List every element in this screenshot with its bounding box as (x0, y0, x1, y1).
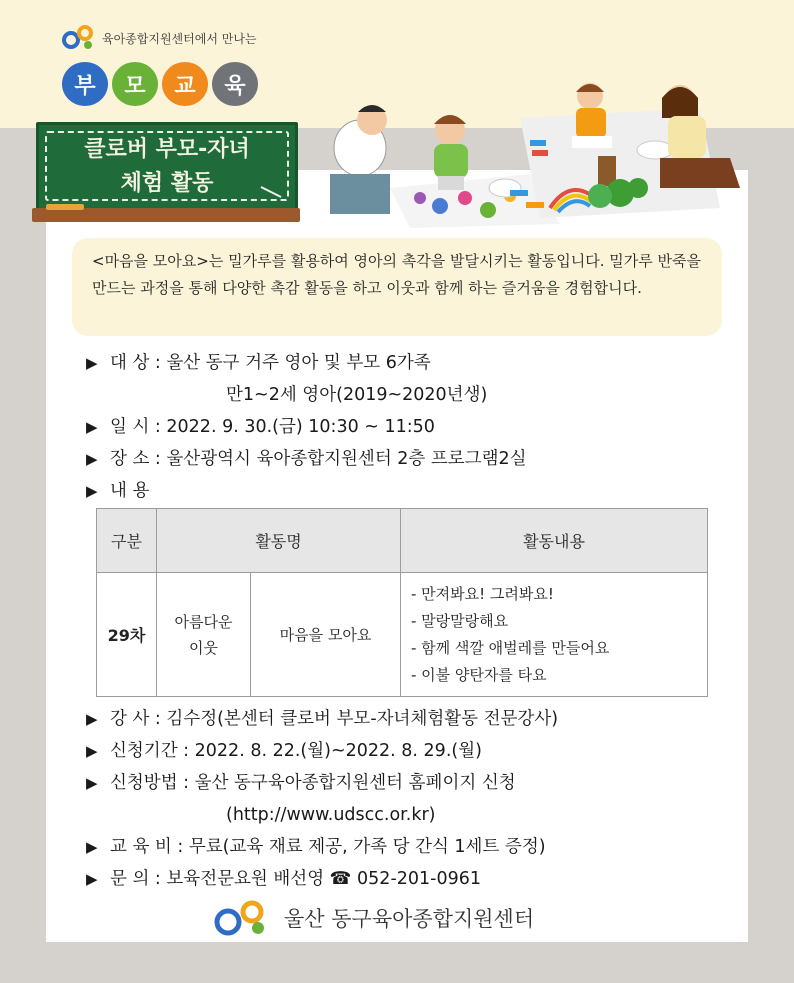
info-fee (86, 831, 726, 863)
activity-table (96, 508, 708, 697)
program-title-line-2: 체험 활동 (120, 171, 214, 196)
place-value: 울산광역시 육아종합지원센터 2층 프로그램2실 (166, 449, 527, 469)
info-instructor (86, 703, 726, 735)
chalkboard-ledge (32, 208, 300, 222)
chalk-icon (46, 204, 84, 210)
info-method (86, 767, 726, 831)
table-header-content: 활동내용 (401, 509, 708, 573)
program-title (39, 133, 295, 201)
target-value: 울산 동구 거주 영아 및 부모 6가족 (166, 353, 431, 373)
info-content (86, 475, 726, 507)
homepage-url[interactable]: (http://www.udscc.or.kr) (226, 805, 436, 825)
fee-value: 무료(교육 재료 제공, 가족 당 간식 1세트 증정) (188, 837, 546, 857)
chalkboard (36, 122, 298, 214)
info-place (86, 443, 726, 475)
bullet-arrow-icon: ▶ (86, 742, 98, 760)
info-contact (86, 863, 726, 895)
method-value: 울산 동구육아종합지원센터 홈페이지 신청 (194, 773, 516, 793)
activity-content-cell (401, 573, 708, 697)
activity-item: - 함께 색깔 애벌레를 만들어요 (411, 638, 610, 657)
table-header-row (97, 509, 708, 573)
program-title-line-1: 클로버 부모-자녀 (84, 137, 250, 162)
date-value: 2022. 9. 30.(금) 10:30 ~ 11:50 (166, 417, 435, 437)
center-logo-icon (62, 23, 96, 53)
footer-org (212, 898, 534, 938)
instructor-value: 김수정(본센터 클로버 부모-자녀체험활동 전문강사) (166, 709, 559, 729)
table-header-name: 활동명 (157, 509, 401, 573)
place-label: 장 소 : (110, 449, 167, 469)
title-pills (62, 62, 258, 106)
content-label: 내 용 (110, 481, 150, 501)
title-pill-2: 모 (112, 62, 158, 106)
table-row (97, 573, 708, 697)
bullet-arrow-icon: ▶ (86, 450, 98, 468)
instructor-label: 강 사 : (110, 709, 167, 729)
bullet-arrow-icon: ▶ (86, 870, 98, 888)
activity-item: - 만져봐요! 그려봐요! (411, 584, 554, 603)
activity-name-cell: 마음을 모아요 (251, 573, 401, 697)
session-cell: 29차 (97, 573, 157, 697)
org-tagline: 육아종합지원센터에서 만나는 (102, 31, 257, 46)
table-header-session: 구분 (97, 509, 157, 573)
category-line-2: 이웃 (189, 638, 218, 657)
bullet-arrow-icon: ▶ (86, 354, 98, 372)
bullet-arrow-icon: ▶ (86, 838, 98, 856)
info-date (86, 411, 726, 443)
category-cell (157, 573, 251, 697)
family-painting-illustration-icon (300, 78, 760, 228)
bullet-arrow-icon: ▶ (86, 774, 98, 792)
category-line-1: 아름다운 (174, 612, 233, 631)
method-label: 신청방법 : (110, 773, 195, 793)
period-value: 2022. 8. 22.(월)~2022. 8. 29.(월) (194, 741, 482, 761)
chalk-stroke-icon (259, 185, 285, 201)
bullet-arrow-icon: ▶ (86, 418, 98, 436)
org-header (62, 22, 257, 54)
center-logo-icon (212, 898, 276, 938)
info-target (86, 347, 726, 411)
contact-label: 문 의 : (110, 869, 167, 889)
period-label: 신청기간 : (110, 741, 195, 761)
info-period (86, 735, 726, 767)
activity-item: - 이불 양탄자를 타요 (411, 665, 547, 684)
bullet-arrow-icon: ▶ (86, 710, 98, 728)
title-pill-3: 교 (162, 62, 208, 106)
contact-value: 보육전문요원 배선영 ☎ 052-201-0961 (166, 869, 482, 889)
footer-org-name: 울산 동구육아종합지원센터 (284, 907, 535, 931)
target-age: 만1~2세 영아(2019~2020년생) (226, 385, 488, 405)
title-pill-4: 육 (212, 62, 258, 106)
title-pill-1: 부 (62, 62, 108, 106)
target-label: 대 상 : (110, 353, 167, 373)
date-label: 일 시 : (110, 417, 167, 437)
fee-label: 교 육 비 : (110, 837, 189, 857)
program-intro: <마음을 모아요>는 밀가루를 활용하여 영아의 촉각을 발달시키는 활동입니다. 밀가루 반죽을 만드는 과정을 통해 다양한 촉감 활동을 하고 이웃과 함께 하는 즐거움을 경험합니다. (72, 238, 722, 336)
bullet-arrow-icon: ▶ (86, 482, 98, 500)
activity-item: - 말랑말랑해요 (411, 611, 509, 630)
